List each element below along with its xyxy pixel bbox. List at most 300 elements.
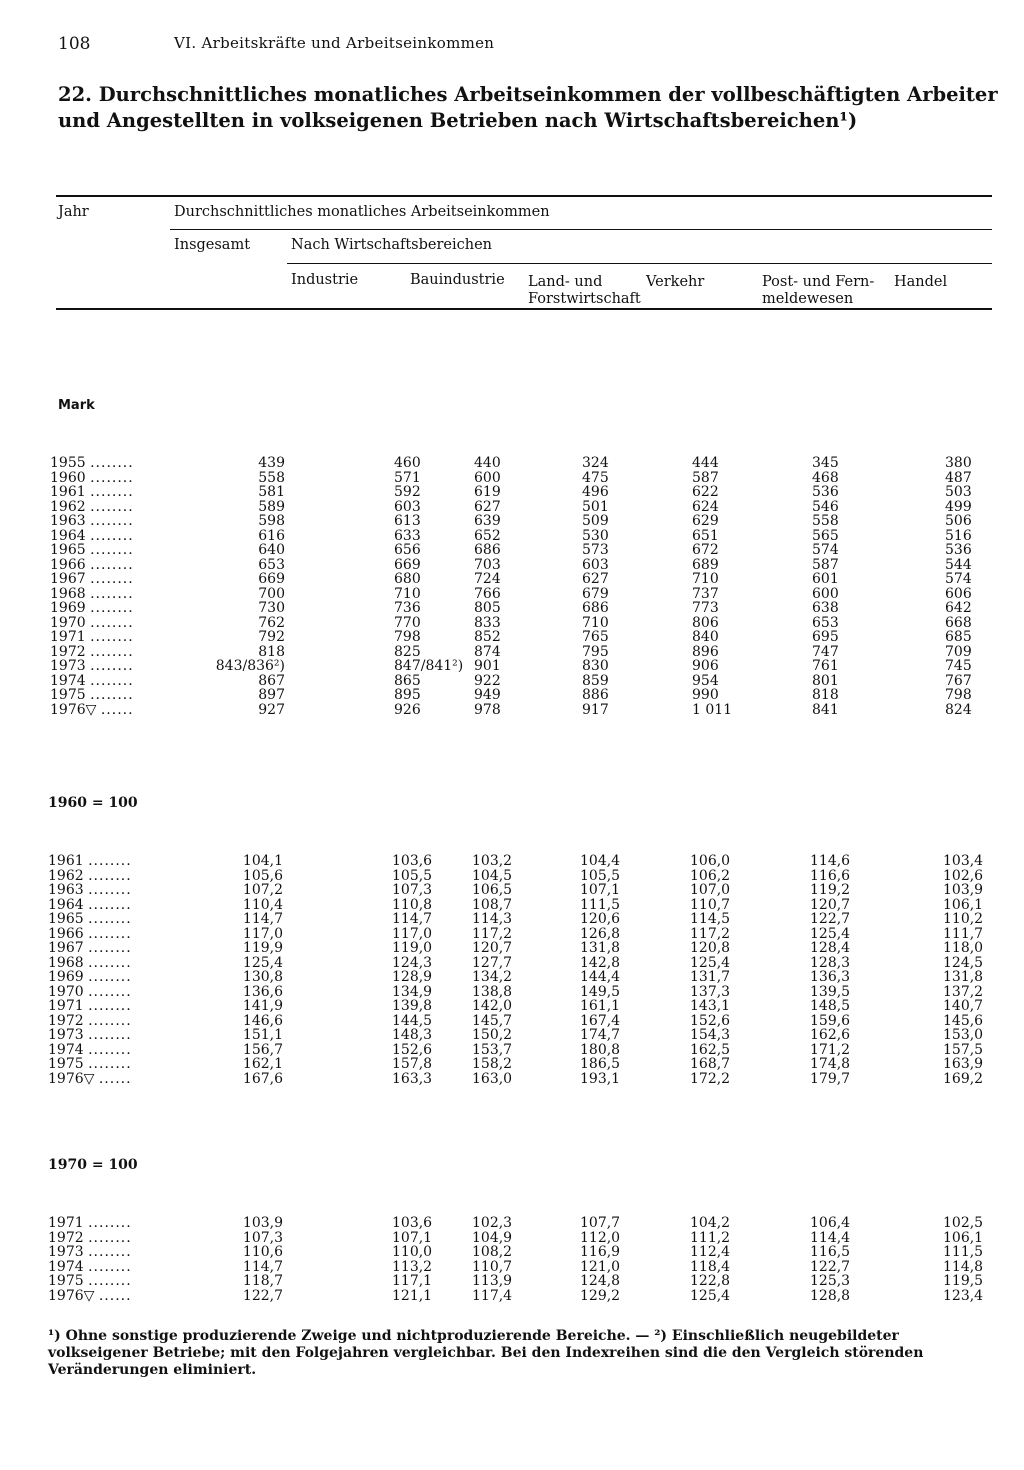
table-row bbox=[48, 1245, 1003, 1260]
year-label: 1967 bbox=[50, 571, 86, 587]
value-cell: 146,6 bbox=[242, 1012, 283, 1029]
year-label: 1970 bbox=[50, 614, 86, 631]
year-cell bbox=[48, 1260, 168, 1275]
value-cell: 104,1 bbox=[242, 853, 283, 869]
value-cell: 120,8 bbox=[690, 940, 731, 956]
year-cell bbox=[48, 999, 168, 1014]
year-cell bbox=[50, 514, 170, 529]
value-cell: 565 bbox=[812, 527, 839, 544]
value-cell: 110,7 bbox=[690, 896, 731, 913]
value-cell: 162,6 bbox=[810, 1027, 851, 1043]
table-row bbox=[48, 1057, 1003, 1072]
year-cell bbox=[48, 898, 168, 913]
value-cell: 120,6 bbox=[580, 911, 621, 927]
value-cell: 622 bbox=[692, 484, 719, 500]
leader-dots: ........ bbox=[88, 1215, 132, 1231]
spacer-cell bbox=[285, 630, 394, 645]
table-row bbox=[48, 956, 1003, 971]
value-cell: 700 bbox=[258, 585, 285, 602]
spacer-cell bbox=[285, 645, 394, 660]
value-cell: 766 bbox=[474, 585, 501, 602]
year-label: 1969 bbox=[48, 969, 84, 985]
value-cell: 616 bbox=[258, 527, 285, 544]
year-cell bbox=[48, 1043, 168, 1058]
spacer-cell bbox=[283, 1043, 392, 1058]
leader-dots: ...... bbox=[98, 1070, 132, 1087]
value-cell: 107,1 bbox=[580, 882, 621, 898]
leader-dots: ...... bbox=[98, 1287, 132, 1304]
year-label: 1964 bbox=[48, 896, 84, 913]
value-cell: 110,2 bbox=[943, 911, 984, 927]
value-cell: 747 bbox=[812, 643, 839, 660]
value-cell: 117,0 bbox=[392, 925, 433, 942]
value-cell: 121,1 bbox=[392, 1287, 433, 1304]
value-cell: 107,3 bbox=[392, 882, 433, 898]
spacer-cell bbox=[285, 572, 394, 587]
value-cell: 108,7 bbox=[472, 896, 513, 913]
table-row bbox=[48, 1231, 1003, 1246]
value-cell: 158,2 bbox=[472, 1056, 513, 1072]
value-cell: 686 bbox=[582, 600, 609, 616]
year-label: 1975 bbox=[48, 1273, 84, 1289]
table-row bbox=[50, 630, 1005, 645]
table-row bbox=[50, 471, 1005, 486]
value-cell: 151,1 bbox=[242, 1027, 283, 1043]
value-cell: 587 bbox=[812, 556, 839, 573]
leader-dots: ........ bbox=[88, 954, 132, 971]
leader-dots: ........ bbox=[90, 614, 134, 631]
value-cell: 745 bbox=[945, 658, 972, 674]
value-cell: 703 bbox=[474, 556, 501, 573]
leader-dots: ........ bbox=[90, 658, 134, 674]
value-cell: 140,7 bbox=[943, 998, 984, 1014]
year-cell bbox=[48, 854, 168, 869]
value-cell: 124,8 bbox=[580, 1273, 621, 1289]
value-cell: 600 bbox=[812, 585, 839, 602]
year-cell bbox=[48, 1274, 168, 1289]
header-industrie: Industrie bbox=[291, 272, 359, 288]
top-rule bbox=[56, 195, 992, 197]
year-cell bbox=[48, 1231, 168, 1246]
value-cell: 103,9 bbox=[943, 882, 984, 898]
year-label: 1974 bbox=[48, 1041, 84, 1058]
year-label: 1968 bbox=[48, 954, 84, 971]
value-cell: 103,6 bbox=[392, 1215, 433, 1231]
value-cell: 874 bbox=[474, 643, 501, 660]
spacer-cell bbox=[285, 703, 394, 718]
value-cell: 895 bbox=[394, 687, 421, 703]
value-cell: 736 bbox=[394, 600, 421, 616]
value-cell: 122,7 bbox=[242, 1287, 283, 1304]
value-cell: 468 bbox=[812, 469, 839, 486]
value-cell: 847/841²) bbox=[394, 658, 464, 674]
table-row bbox=[50, 572, 1005, 587]
table-row bbox=[50, 674, 1005, 689]
value-cell: 558 bbox=[812, 513, 839, 529]
value-cell: 112,0 bbox=[580, 1229, 621, 1246]
value-cell: 130,8 bbox=[242, 969, 283, 985]
table-row bbox=[48, 869, 1003, 884]
value-cell: 172,2 bbox=[690, 1070, 731, 1087]
value-cell: 897 bbox=[258, 687, 285, 703]
spacer-cell bbox=[285, 674, 394, 689]
leader-dots: ........ bbox=[88, 1229, 132, 1246]
value-cell: 633 bbox=[394, 527, 421, 544]
value-cell: 122,7 bbox=[810, 911, 851, 927]
value-cell: 516 bbox=[945, 527, 972, 544]
leader-dots: ........ bbox=[90, 542, 134, 558]
value-cell: 139,5 bbox=[810, 983, 851, 1000]
value-cell: 496 bbox=[582, 484, 609, 500]
value-cell: 627 bbox=[474, 498, 501, 515]
value-cell: 128,8 bbox=[810, 1287, 851, 1304]
spacer-cell bbox=[283, 1216, 392, 1231]
year-label: 1968 bbox=[50, 585, 86, 602]
data-table-1970 bbox=[48, 1216, 1003, 1303]
value-cell: 157,8 bbox=[392, 1056, 433, 1072]
value-cell: 1 011 bbox=[692, 701, 733, 718]
value-cell: 536 bbox=[945, 542, 972, 558]
value-cell: 624 bbox=[692, 498, 719, 515]
value-cell: 128,3 bbox=[810, 954, 851, 971]
value-cell: 126,8 bbox=[580, 925, 621, 942]
header-rule-2 bbox=[287, 263, 992, 264]
value-cell: 653 bbox=[258, 556, 285, 573]
year-cell bbox=[48, 1072, 168, 1087]
spacer-cell bbox=[283, 1274, 392, 1289]
value-cell: 153,7 bbox=[472, 1041, 513, 1058]
value-cell: 642 bbox=[945, 600, 972, 616]
value-cell: 581 bbox=[258, 484, 285, 500]
value-cell: 120,7 bbox=[810, 896, 851, 913]
value-cell: 102,3 bbox=[472, 1215, 513, 1231]
value-cell: 107,2 bbox=[242, 882, 283, 898]
value-cell: 114,5 bbox=[690, 911, 731, 927]
footnote: ¹) Ohne sonstige produzierende Zweige und nichtproduzierende Bereiche. — ²) Einschließlich neugebildeter volkseigener Betriebe; mit den Folgejahren vergleichbar. Bei den Indexreihen sind die den Vergleich störenden Veränderungen eliminiert. bbox=[48, 1328, 924, 1378]
leader-dots: ........ bbox=[88, 983, 132, 1000]
year-cell bbox=[48, 1289, 168, 1304]
leader-dots: ........ bbox=[90, 484, 134, 500]
year-cell bbox=[50, 674, 170, 689]
value-cell: 652 bbox=[474, 527, 501, 544]
year-label: 1961 bbox=[48, 853, 84, 869]
year-cell bbox=[50, 471, 170, 486]
leader-dots: ........ bbox=[88, 867, 132, 884]
spacer-cell bbox=[285, 558, 394, 573]
value-cell: 574 bbox=[945, 571, 972, 587]
value-cell: 118,7 bbox=[242, 1273, 283, 1289]
value-cell: 174,8 bbox=[810, 1056, 851, 1072]
value-cell: 128,9 bbox=[392, 969, 433, 985]
value-cell: 724 bbox=[474, 571, 501, 587]
year-cell bbox=[50, 587, 170, 602]
spacer-cell bbox=[283, 970, 392, 985]
table-row bbox=[48, 941, 1003, 956]
leader-dots: ........ bbox=[88, 1273, 132, 1289]
header-bottom-rule bbox=[56, 308, 992, 310]
value-cell: 119,0 bbox=[392, 940, 433, 956]
value-cell: 141,9 bbox=[242, 998, 283, 1014]
spacer-cell bbox=[283, 1014, 392, 1029]
value-cell: 773 bbox=[692, 600, 719, 616]
value-cell: 131,8 bbox=[943, 969, 984, 985]
header-main: Durchschnittliches monatliches Arbeitseinkommen bbox=[174, 204, 550, 220]
leader-dots: ........ bbox=[88, 882, 132, 898]
value-cell: 110,0 bbox=[392, 1244, 433, 1260]
value-cell: 444 bbox=[692, 455, 719, 471]
value-cell: 152,6 bbox=[690, 1012, 731, 1029]
value-cell: 668 bbox=[945, 614, 972, 631]
value-cell: 124,5 bbox=[943, 954, 984, 971]
spacer-cell bbox=[283, 985, 392, 1000]
value-cell: 103,2 bbox=[472, 853, 513, 869]
value-cell: 171,2 bbox=[810, 1041, 851, 1058]
value-cell: 125,4 bbox=[242, 954, 283, 971]
leader-dots: ........ bbox=[88, 940, 132, 956]
value-cell: 134,2 bbox=[472, 969, 513, 985]
table-row bbox=[50, 543, 1005, 558]
spacer-cell bbox=[283, 869, 392, 884]
year-cell bbox=[50, 500, 170, 515]
table-row bbox=[50, 601, 1005, 616]
value-cell: 843/836²) bbox=[215, 658, 285, 674]
table-row bbox=[48, 970, 1003, 985]
header-post-line2: meldewesen bbox=[762, 291, 854, 307]
year-label: 1972 bbox=[50, 643, 86, 660]
table-row bbox=[48, 985, 1003, 1000]
value-cell: 805 bbox=[474, 600, 501, 616]
year-label: 1966 bbox=[48, 925, 84, 942]
year-cell bbox=[50, 572, 170, 587]
value-cell: 589 bbox=[258, 498, 285, 515]
value-cell: 710 bbox=[582, 614, 609, 631]
value-cell: 669 bbox=[258, 571, 285, 587]
spacer-cell bbox=[285, 587, 394, 602]
value-cell: 801 bbox=[812, 672, 839, 689]
value-cell: 765 bbox=[582, 629, 609, 645]
value-cell: 770 bbox=[394, 614, 421, 631]
value-cell: 161,1 bbox=[580, 998, 621, 1014]
value-cell: 128,4 bbox=[810, 940, 851, 956]
leader-dots: ........ bbox=[88, 925, 132, 942]
year-label: 1973 bbox=[50, 658, 86, 674]
year-cell bbox=[50, 456, 170, 471]
leader-dots: ........ bbox=[88, 1012, 132, 1029]
value-cell: 149,5 bbox=[580, 983, 621, 1000]
header-land-line1: Land- und bbox=[528, 274, 603, 290]
table-row bbox=[48, 1274, 1003, 1289]
spacer-cell bbox=[285, 659, 394, 674]
value-cell: 154,3 bbox=[690, 1027, 731, 1043]
value-cell: 127,7 bbox=[472, 954, 513, 971]
table-row bbox=[48, 1014, 1003, 1029]
value-cell: 112,4 bbox=[690, 1244, 731, 1260]
table-row bbox=[50, 587, 1005, 602]
year-label: 1962 bbox=[48, 867, 84, 884]
year-cell bbox=[50, 659, 170, 674]
year-cell bbox=[48, 985, 168, 1000]
leader-dots: ........ bbox=[88, 1027, 132, 1043]
value-cell: 927 bbox=[258, 701, 285, 718]
value-cell: 818 bbox=[812, 687, 839, 703]
value-cell: 886 bbox=[582, 687, 609, 703]
value-cell: 125,4 bbox=[690, 1287, 731, 1304]
spacer-cell bbox=[285, 601, 394, 616]
year-label: 1975 bbox=[48, 1056, 84, 1072]
running-head: VI. Arbeitskräfte und Arbeitseinkommen bbox=[174, 34, 495, 52]
leader-dots: ........ bbox=[90, 643, 134, 660]
spacer-cell bbox=[283, 1245, 392, 1260]
value-cell: 162,5 bbox=[690, 1041, 731, 1058]
value-cell: 104,4 bbox=[580, 853, 621, 869]
value-cell: 111,5 bbox=[943, 1244, 984, 1260]
value-cell: 709 bbox=[945, 643, 972, 660]
table-row bbox=[50, 616, 1005, 631]
value-cell: 136,6 bbox=[242, 983, 283, 1000]
year-label: 1971 bbox=[50, 629, 86, 645]
leader-dots: ........ bbox=[90, 556, 134, 573]
value-cell: 680 bbox=[394, 571, 421, 587]
spacer-cell bbox=[283, 1289, 392, 1304]
value-cell: 619 bbox=[474, 484, 501, 500]
value-cell: 600 bbox=[474, 469, 501, 486]
value-cell: 110,4 bbox=[242, 896, 283, 913]
value-cell: 104,9 bbox=[472, 1229, 513, 1246]
year-label: 1961 bbox=[50, 484, 86, 500]
leader-dots: ........ bbox=[90, 672, 134, 689]
year-cell bbox=[48, 927, 168, 942]
year-cell bbox=[50, 529, 170, 544]
value-cell: 710 bbox=[692, 571, 719, 587]
spacer-cell bbox=[283, 956, 392, 971]
value-cell: 530 bbox=[582, 527, 609, 544]
year-cell bbox=[50, 616, 170, 631]
value-cell: 865 bbox=[394, 672, 421, 689]
spacer-cell bbox=[285, 485, 394, 500]
value-cell: 867 bbox=[258, 672, 285, 689]
value-cell: 651 bbox=[692, 527, 719, 544]
spacer-cell bbox=[283, 927, 392, 942]
leader-dots: ........ bbox=[90, 513, 134, 529]
year-cell bbox=[50, 485, 170, 500]
leader-dots: ........ bbox=[90, 498, 134, 515]
year-cell bbox=[48, 1057, 168, 1072]
section-label-1960: 1960 = 100 bbox=[48, 795, 138, 811]
spacer-cell bbox=[283, 912, 392, 927]
year-label: 1962 bbox=[50, 498, 86, 515]
value-cell: 917 bbox=[582, 701, 609, 718]
value-cell: 163,3 bbox=[392, 1070, 433, 1087]
year-label: 1971 bbox=[48, 1215, 84, 1231]
leader-dots: ........ bbox=[88, 1041, 132, 1058]
year-cell bbox=[50, 543, 170, 558]
value-cell: 544 bbox=[945, 556, 972, 573]
value-cell: 487 bbox=[945, 469, 972, 486]
value-cell: 193,1 bbox=[580, 1070, 621, 1087]
spacer-cell bbox=[283, 854, 392, 869]
value-cell: 686 bbox=[474, 542, 501, 558]
value-cell: 440 bbox=[474, 455, 501, 471]
value-cell: 138,8 bbox=[472, 983, 513, 1000]
year-label: 1960 bbox=[50, 469, 86, 486]
spacer-cell bbox=[283, 999, 392, 1014]
value-cell: 102,5 bbox=[943, 1215, 984, 1231]
value-cell: 818 bbox=[258, 643, 285, 660]
value-cell: 162,1 bbox=[242, 1056, 283, 1072]
table-row bbox=[50, 558, 1005, 573]
section-label-1970: 1970 = 100 bbox=[48, 1157, 138, 1173]
section-label-mark: Mark bbox=[58, 398, 95, 413]
year-cell bbox=[48, 1245, 168, 1260]
leader-dots: ........ bbox=[88, 1056, 132, 1072]
year-label: 1967 bbox=[48, 940, 84, 956]
value-cell: 113,9 bbox=[472, 1273, 513, 1289]
value-cell: 669 bbox=[394, 556, 421, 573]
year-label: 1964 bbox=[50, 527, 86, 544]
value-cell: 163,0 bbox=[472, 1070, 513, 1087]
value-cell: 106,5 bbox=[472, 882, 513, 898]
table-row bbox=[50, 514, 1005, 529]
year-cell bbox=[48, 1014, 168, 1029]
year-cell bbox=[50, 703, 170, 718]
value-cell: 137,3 bbox=[690, 983, 731, 1000]
year-label: 1965 bbox=[50, 542, 86, 558]
value-cell: 107,7 bbox=[580, 1215, 621, 1231]
value-cell: 148,3 bbox=[392, 1027, 433, 1043]
data-table-1960 bbox=[48, 854, 1003, 1086]
value-cell: 606 bbox=[945, 585, 972, 602]
value-cell: 710 bbox=[394, 585, 421, 602]
year-cell bbox=[48, 1028, 168, 1043]
value-cell: 627 bbox=[582, 571, 609, 587]
spacer-cell bbox=[283, 1072, 392, 1087]
year-cell bbox=[50, 630, 170, 645]
value-cell: 954 bbox=[692, 672, 719, 689]
value-cell: 163,9 bbox=[943, 1056, 984, 1072]
value-cell: 587 bbox=[692, 469, 719, 486]
value-cell: 117,4 bbox=[472, 1287, 513, 1304]
table-row bbox=[48, 1216, 1003, 1231]
year-label: 1965 bbox=[48, 911, 84, 927]
value-cell: 506 bbox=[945, 513, 972, 529]
leader-dots: ........ bbox=[90, 527, 134, 544]
header-post bbox=[762, 274, 874, 308]
value-cell: 106,4 bbox=[810, 1215, 851, 1231]
spacer-cell bbox=[283, 1057, 392, 1072]
value-cell: 157,5 bbox=[943, 1041, 984, 1058]
value-cell: 106,2 bbox=[690, 867, 731, 884]
table-row bbox=[50, 703, 1005, 718]
value-cell: 767 bbox=[945, 672, 972, 689]
table-row bbox=[50, 456, 1005, 471]
table-row bbox=[50, 529, 1005, 544]
value-cell: 105,5 bbox=[580, 867, 621, 884]
value-cell: 114,6 bbox=[810, 853, 851, 869]
leader-dots: ...... bbox=[100, 701, 134, 718]
value-cell: 439 bbox=[258, 455, 285, 471]
value-cell: 990 bbox=[692, 687, 719, 703]
year-cell bbox=[48, 883, 168, 898]
year-label: 1969 bbox=[50, 600, 86, 616]
value-cell: 124,3 bbox=[392, 954, 433, 971]
value-cell: 841 bbox=[812, 701, 839, 718]
spacer-cell bbox=[285, 456, 394, 471]
year-cell bbox=[48, 1216, 168, 1231]
year-cell bbox=[48, 912, 168, 927]
table-row bbox=[50, 659, 1005, 674]
year-cell bbox=[48, 970, 168, 985]
leader-dots: ........ bbox=[90, 687, 134, 703]
